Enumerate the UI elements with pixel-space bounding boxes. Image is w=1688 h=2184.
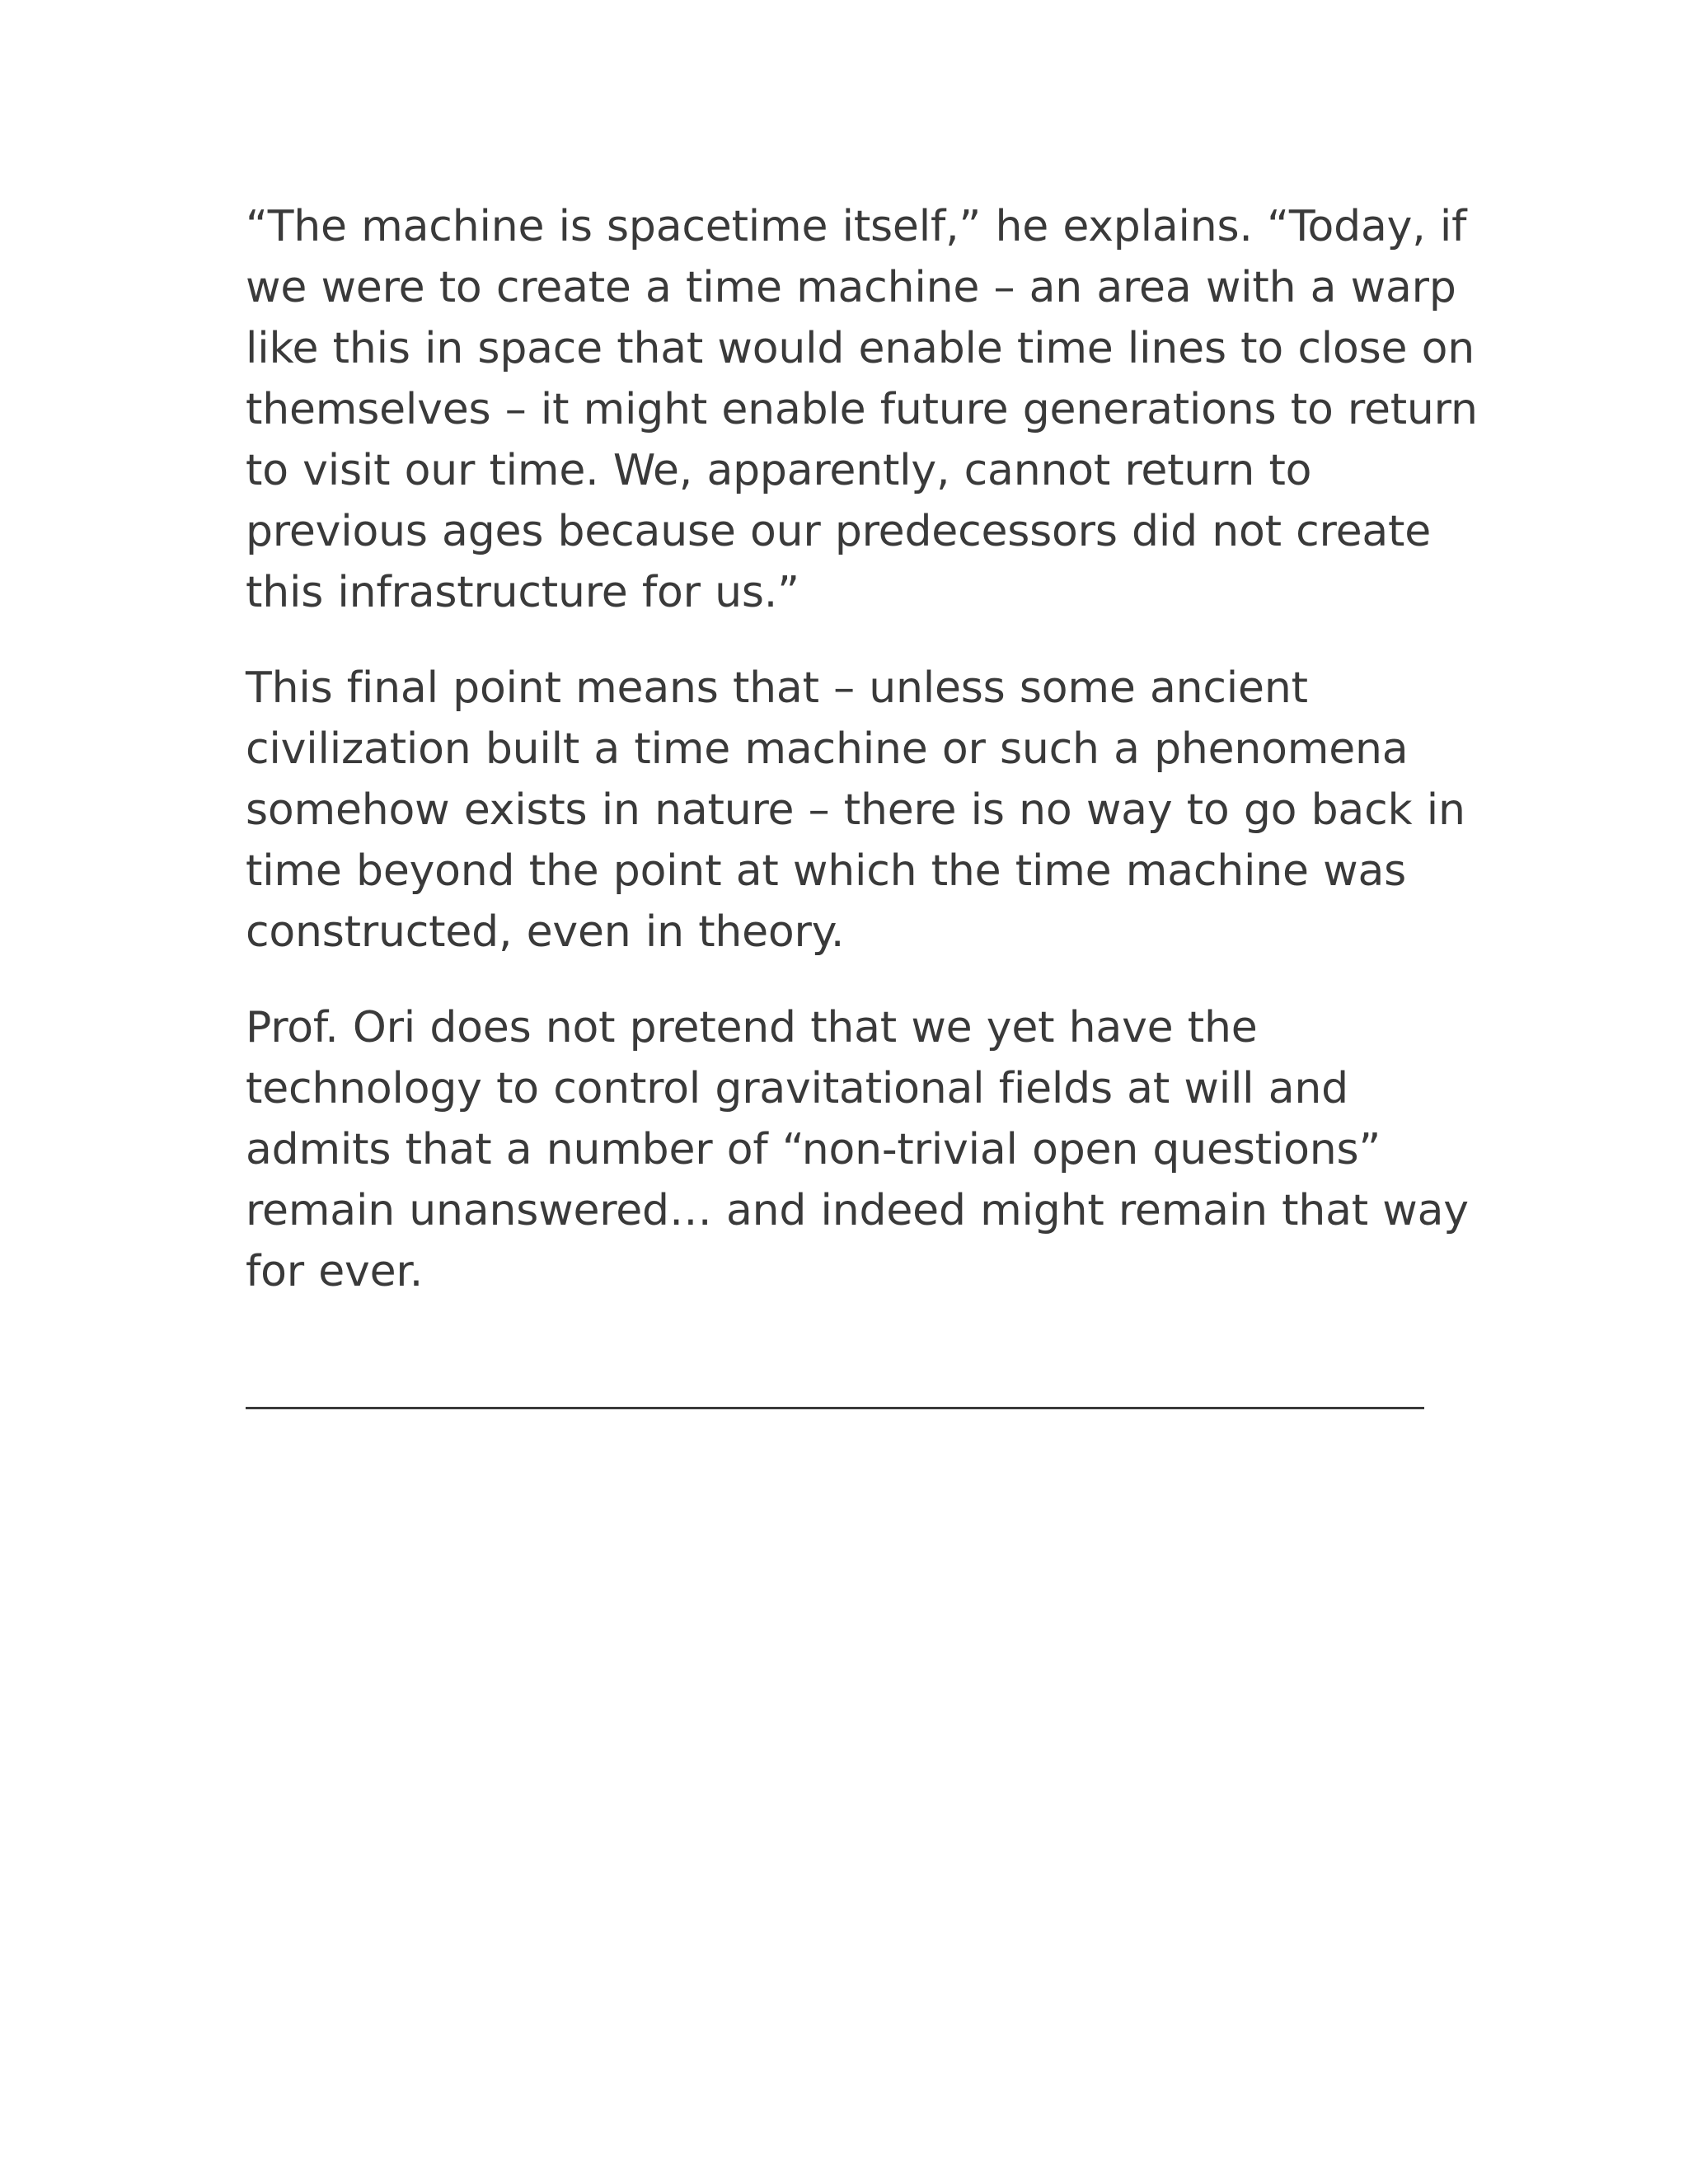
text-line: Prof. Ori does not pretend that we yet have the [246, 1003, 1258, 1052]
text-line: remain unanswered… and indeed might remain that way [246, 1186, 1469, 1235]
body-text [246, 196, 1478, 1302]
text-line: “The machine is spacetime itself,” he explains. “Today, if [246, 202, 1467, 251]
text-line: to visit our time. We, apparently, cannot return to [246, 446, 1312, 495]
text-line: civilization built a time machine or such a phenomena [246, 724, 1409, 774]
paragraph-1 [246, 196, 1478, 623]
paragraph-2 [246, 658, 1465, 963]
text-line: for ever. [246, 1247, 424, 1296]
paragraph-3 [246, 997, 1469, 1302]
text-line: technology to control gravitational fields at will and [246, 1064, 1348, 1113]
text-line: constructed, even in theory. [246, 907, 845, 957]
text-line: we were to create a time machine – an area with a warp [246, 263, 1456, 312]
text-line: previous ages because our predecessors did not create [246, 507, 1432, 556]
text-line: admits that a number of “non-trivial open questions” [246, 1125, 1381, 1174]
text-line: time beyond the point at which the time machine was [246, 846, 1407, 896]
text-line: this infrastructure for us.” [246, 568, 799, 617]
text-line: like this in space that would enable time lines to close on [246, 324, 1475, 373]
horizontal-rule [246, 1407, 1424, 1409]
text-line: This final point means that – unless some ancient [246, 663, 1308, 713]
text-line: themselves – it might enable future generations to return [246, 385, 1478, 434]
text-line: somehow exists in nature – there is no way to go back in [246, 785, 1465, 835]
